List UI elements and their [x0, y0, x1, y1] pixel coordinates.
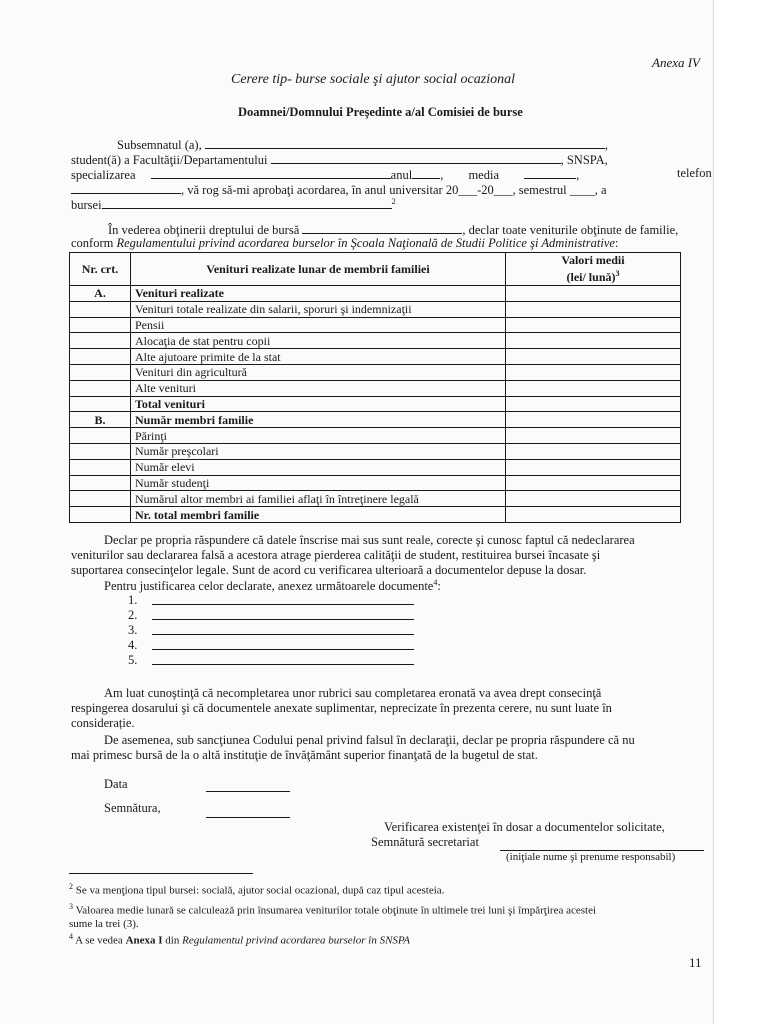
paragraph-line: respingerea dosarului şi că documentele anexate suplimentar, neprecizate în prezenta cerere, nu sunt luate în	[71, 701, 612, 715]
label-subsemnatul: Subsemnatul (a),	[117, 138, 202, 152]
row-value-field[interactable]	[506, 333, 681, 349]
footnote-text: Valoarea medie lunară se calculează prin însumarea veniturilor totale obţinute în ultimele trei luni şi împărţirea acestei	[75, 904, 597, 917]
field-bursa-type[interactable]	[102, 196, 392, 209]
footnote-text: Se va menţiona tipul bursei: socială, ajutor social ocazional, după caz tipul acesteia.	[75, 884, 445, 897]
footnote-italic-text: Regulamentul privind acordarea burselor în SNSPA	[182, 934, 410, 947]
row-value-field[interactable]	[506, 491, 681, 507]
label-telefon: telefon	[677, 166, 712, 180]
justificare-line: Pentru justificarea celor declarate, anexez următoarele documente$^4$:	[104, 578, 441, 594]
document-item[interactable]	[128, 608, 150, 623]
label-specializarea: specializarea	[71, 168, 136, 182]
footnote-ref-4: 4	[433, 578, 438, 587]
field-specialization[interactable]	[151, 166, 391, 179]
row-label: Total venituri	[131, 396, 506, 412]
verification-text: Verificarea existenţei în dosar a documentelor solicitate,	[384, 820, 665, 834]
declaration-paragraph	[71, 533, 635, 578]
signature-field[interactable]	[206, 805, 290, 818]
row-number	[70, 380, 131, 396]
table-row	[70, 443, 681, 459]
row-label: Nr. total membri familie	[131, 507, 506, 523]
table-row	[70, 317, 681, 333]
row-value-field[interactable]	[506, 286, 681, 302]
header-valori	[506, 253, 681, 286]
paragraph-line: Am luat cunoştinţă că necompletarea unor rubrici sau completarea eronată va avea drept consecinţă	[104, 686, 602, 700]
document-item[interactable]	[128, 623, 150, 638]
row-value-field[interactable]	[506, 412, 681, 428]
row-label: Venituri din agricultură	[131, 364, 506, 380]
page-edge	[713, 0, 768, 1024]
footnote-number: 4	[69, 932, 73, 941]
footnote-number: 3	[69, 902, 73, 911]
date-row	[104, 777, 128, 792]
row-label: Număr studenţi	[131, 475, 506, 491]
form-line-specializarea: specializarea anul , media , telefon	[71, 166, 712, 182]
document-item[interactable]	[128, 638, 150, 653]
row-value-field[interactable]	[506, 380, 681, 396]
penal-paragraph	[71, 733, 635, 763]
label-anul: anul	[390, 168, 413, 182]
label-conform: conform	[71, 236, 114, 250]
table-row	[70, 459, 681, 475]
row-value-field[interactable]	[506, 301, 681, 317]
date-label: Data	[104, 777, 128, 791]
row-value-field[interactable]	[506, 428, 681, 444]
table-row	[70, 412, 681, 428]
header-valori-line1: Valori medii	[561, 253, 625, 267]
row-label: Număr membri familie	[131, 412, 506, 428]
table-row	[70, 507, 681, 523]
row-label: Alte ajutoare primite de la stat	[131, 349, 506, 365]
document-line[interactable]	[152, 634, 414, 635]
row-number	[70, 333, 131, 349]
declaration-line: suportarea consecinţelor legale. Sunt de acord cu verificarea ulterioară a documentelor depuse la dosar.	[71, 563, 587, 577]
table-row	[70, 286, 681, 302]
document-line[interactable]	[152, 664, 414, 665]
secretariat-signature-field[interactable]	[500, 838, 704, 851]
document-number: 1.	[128, 593, 138, 607]
row-label: Venituri totale realizate din salarii, sporuri şi indemnizaţii	[131, 301, 506, 317]
row-label: Alte venituri	[131, 380, 506, 396]
row-label: Pensii	[131, 317, 506, 333]
label-colon: :	[614, 236, 619, 250]
footnote-ref-3: 3	[615, 269, 620, 278]
row-number: A.	[70, 286, 131, 302]
row-value-field[interactable]	[506, 507, 681, 523]
header-venituri: Venituri realizate lunar de membrii familiei	[131, 253, 506, 286]
label-invederea: În vederea obţinerii dreptului de bursă	[108, 223, 300, 237]
document-line[interactable]	[152, 619, 414, 620]
table-row	[70, 491, 681, 507]
paragraph-line: De asemenea, sub sancţiunea Codului penal privind falsul în declaraţii, declar pe propria răspundere că nu	[104, 733, 635, 747]
declaration-line: veniturilor sau declararea falsă a acestora atrage pierderea calităţii de student, restituirea bursei încasate şi	[71, 548, 601, 562]
footnote-2	[69, 882, 444, 897]
responsible-initials: (iniţiale nume şi prenume responsabil)	[506, 851, 676, 863]
header-nr: Nr. crt.	[70, 253, 131, 286]
table-row	[70, 396, 681, 412]
footnote-text: din	[165, 934, 180, 947]
document-item[interactable]	[128, 593, 150, 608]
row-value-field[interactable]	[506, 475, 681, 491]
field-media[interactable]	[524, 166, 576, 179]
row-number	[70, 301, 131, 317]
field-bursa-right[interactable]	[302, 221, 462, 234]
label-media: media	[468, 168, 499, 182]
date-field[interactable]	[206, 779, 290, 792]
row-value-field[interactable]	[506, 459, 681, 475]
row-value-field[interactable]	[506, 364, 681, 380]
footnote-bold-text: Anexa I	[125, 934, 163, 947]
footnote-ref-2: 2	[391, 196, 396, 206]
regulament-reference: Regulamentului privind acordarea burselor în Şcoala Naţională de Studii Politice şi Administrative	[116, 236, 615, 250]
paragraph-line: mai primesc bursă de la o altă instituţie de învăţământ superior finanţată de la bugetul de stat.	[71, 748, 538, 762]
row-value-field[interactable]	[506, 396, 681, 412]
form-line-conform	[71, 236, 618, 251]
annex-label: Anexa IV	[652, 55, 701, 70]
footnote-3	[69, 900, 596, 931]
form-line-bursei	[71, 196, 396, 213]
row-value-field[interactable]	[506, 317, 681, 333]
row-number	[70, 317, 131, 333]
document-number: 4.	[128, 638, 138, 652]
document-line[interactable]	[152, 649, 414, 650]
row-number	[70, 507, 131, 523]
label-snspa: , SNSPA,	[560, 153, 608, 167]
label-declar: , declar toate veniturile obţinute de familie,	[462, 223, 679, 237]
header-valori-line2: (lei/ lună)	[566, 270, 616, 284]
paragraph-line: considerație.	[71, 716, 135, 730]
field-name[interactable]	[205, 136, 605, 149]
field-faculty[interactable]	[271, 151, 561, 164]
field-year[interactable]	[412, 166, 440, 179]
document-number: 3.	[128, 623, 138, 637]
document-line[interactable]	[152, 604, 414, 605]
row-number	[70, 475, 131, 491]
income-table	[69, 252, 681, 523]
row-number	[70, 443, 131, 459]
row-number	[70, 459, 131, 475]
row-value-field[interactable]	[506, 443, 681, 459]
addressee: Doamnei/Domnului Preşedinte a/al Comisiei de burse	[238, 105, 523, 119]
table-row	[70, 333, 681, 349]
row-number	[70, 491, 131, 507]
table-row	[70, 349, 681, 365]
row-label: Alocaţia de stat pentru copii	[131, 333, 506, 349]
declaration-line: Declar pe propria răspundere că datele înscrise mai sus sunt reale, corecte şi cunosc faptul că nedeclararea	[104, 533, 635, 547]
footnote-4	[69, 932, 410, 947]
footnote-text: sume la trei (3).	[69, 917, 139, 930]
justificare-text: Pentru justificarea celor declarate, anexez următoarele documente	[104, 579, 434, 594]
footnote-number: 2	[69, 882, 73, 891]
consequence-paragraph	[71, 686, 612, 731]
row-number: B.	[70, 412, 131, 428]
table-row	[70, 301, 681, 317]
documents-list	[128, 593, 150, 668]
document-item[interactable]	[128, 653, 150, 668]
footnote-text: A se vedea	[75, 934, 123, 947]
table-row	[70, 475, 681, 491]
row-label: Venituri realizate	[131, 286, 506, 302]
table-row	[70, 364, 681, 380]
page-number: 11	[689, 955, 702, 970]
document-number: 5.	[128, 653, 138, 667]
row-label: Numărul altor membri ai familiei aflaţi în întreţinere legală	[131, 491, 506, 507]
row-value-field[interactable]	[506, 349, 681, 365]
income-table-body	[70, 286, 681, 523]
row-number	[70, 396, 131, 412]
signature-label: Semnătura,	[104, 801, 161, 815]
row-label: Număr preşcolari	[131, 443, 506, 459]
row-label: Părinţi	[131, 428, 506, 444]
document-number: 2.	[128, 608, 138, 622]
row-number	[70, 349, 131, 365]
signature-row	[104, 801, 161, 816]
form-line-subsemnatul: Subsemnatul (a), ,	[117, 138, 608, 152]
row-number	[70, 428, 131, 444]
row-number	[70, 364, 131, 380]
table-row	[70, 428, 681, 444]
footnote-separator	[69, 873, 253, 874]
page-title: Cerere tip- burse sociale şi ajutor social ocazional	[231, 72, 515, 87]
table-row	[70, 380, 681, 396]
label-request: , vă rog să-mi aprobaţi acordarea, în anul universitar 20___-20___, semestrul ____, a	[181, 183, 607, 197]
row-label: Număr elevi	[131, 459, 506, 475]
table-header-row	[70, 253, 681, 286]
secretariat-signature-label: Semnătură secretariat	[371, 835, 479, 849]
label-student: student(ă) a Facultăţii/Departamentului	[71, 153, 268, 167]
field-phone[interactable]	[71, 181, 181, 194]
label-bursei: bursei	[71, 198, 102, 212]
